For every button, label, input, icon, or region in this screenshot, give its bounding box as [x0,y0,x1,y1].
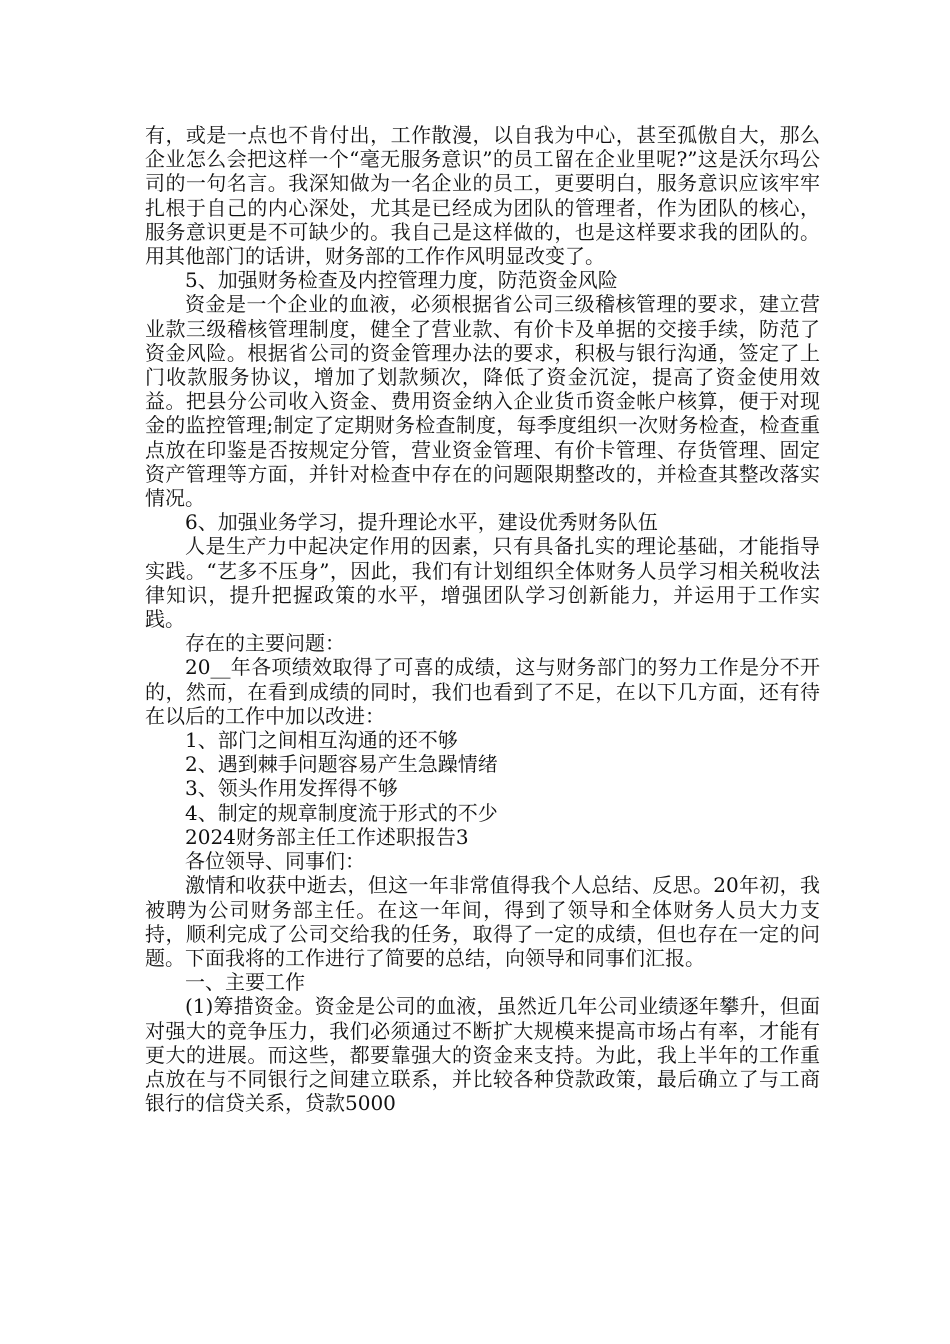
heading-business-learning: 6、加强业务学习，提升理论水平，建设优秀财务队伍 [185,510,658,535]
paragraph-year-summary: 激情和收获中逝去，但这一年非常值得我个人总结、反思。20年初，我被聘为公司财务部主任。在这一年间，得到了领导和全体财务人员大力支持，顺利完成了公司交给我的任务，取得了一定的成绩，但也存在一定的问题。下面我将的工作进行了简要的总结，向领导和同事们汇报。 [145,873,820,970]
paragraph-theory-study: 人是生产力中起决定作用的因素，只有具备扎实的理论基础，才能指导实践。“艺多不压身”，因此，我们有计划组织全体财务人员学习相关税收法律知识，提升把握政策的水平，增强团队学习创新能力，并运用于工作实践。 [145,534,820,632]
heading-financial-inspection: 5、加强财务检查及内控管理力度，防范资金风险 [185,268,618,293]
paragraph-fundraising: (1)筹措资金。资金是公司的血液，虽然近几年公司业绩逐年攀升，但面对强大的竞争压力，我们必须通过不断扩大规模来提高市场占有率，才能有更大的进展。而这些，都要靠强大的资金来支持。为此，我上半年的工作重点放在与不同银行之间建立联系，并比较各种贷款政策，最后确立了与工商银行的信贷关系，贷款5000 [145,994,820,1116]
heading-main-problems: 存在的主要问题： [185,631,345,656]
paragraph-service-awareness: 有，或是一点也不肯付出，工作散漫，以自我为中心，甚至孤傲自大，那么企业怎么会把这样一个“毫无服务意识”的员工留在企业里呢?”这是沃尔玛公司的一句名言。我深知做为一名企业的员工，更要明白，服务意识应该牢牢扎根于自己的内心深处，尤其是已经成为团队的管理者，作为团队的核心，服务意识更是不可缺少的。我自己是这样做的，也是这样要求我的团队的。用其他部门的话讲，财务部的工作作风明显改变了。 [145,123,820,269]
document-body [145,123,820,1115]
paragraph-achievements: 20__年各项绩效取得了可喜的成绩，这与财务部门的努力工作是分不开的，然而，在看到成绩的同时，我们也看到了不足，在以下几方面，还有待在以后的工作中加以改进： [145,655,820,728]
list-item-problem-3: 3、领头作用发挥得不够 [185,776,398,801]
heading-main-work: 一、主要工作 [185,970,305,995]
list-item-problem-2: 2、遇到棘手问题容易产生急躁情绪 [185,752,498,777]
salutation: 各位领导、同事们： [185,849,365,874]
list-item-problem-1: 1、部门之间相互沟通的还不够 [185,728,458,753]
list-item-problem-4: 4、制定的规章制度流于形式的不少 [185,800,498,825]
report-title: 2024财务部主任工作述职报告3 [185,824,469,849]
paragraph-fund-risk: 资金是一个企业的血液，必须根据省公司三级稽核管理的要求，建立营业款三级稽核管理制度，健全了营业款、有价卡及单据的交接手续，防范了资金风险。根据省公司的资金管理办法的要求，积极与银行沟通，签定了上门收款服务协议，增加了划款频次，降低了资金沉淀，提高了资金使用效益。把县分公司收入资金、费用资金纳入企业货币资金帐户核算，便于对现金的监控管理;制定了定期财务检查制度，每季度组织一次财务检查，检查重点放在印鉴是否按规定分管，营业资金管理、有价卡管理、存货管理、固定资产管理等方面，并针对检查中存在的问题限期整改的，并检查其整改落实情况。 [145,292,820,511]
